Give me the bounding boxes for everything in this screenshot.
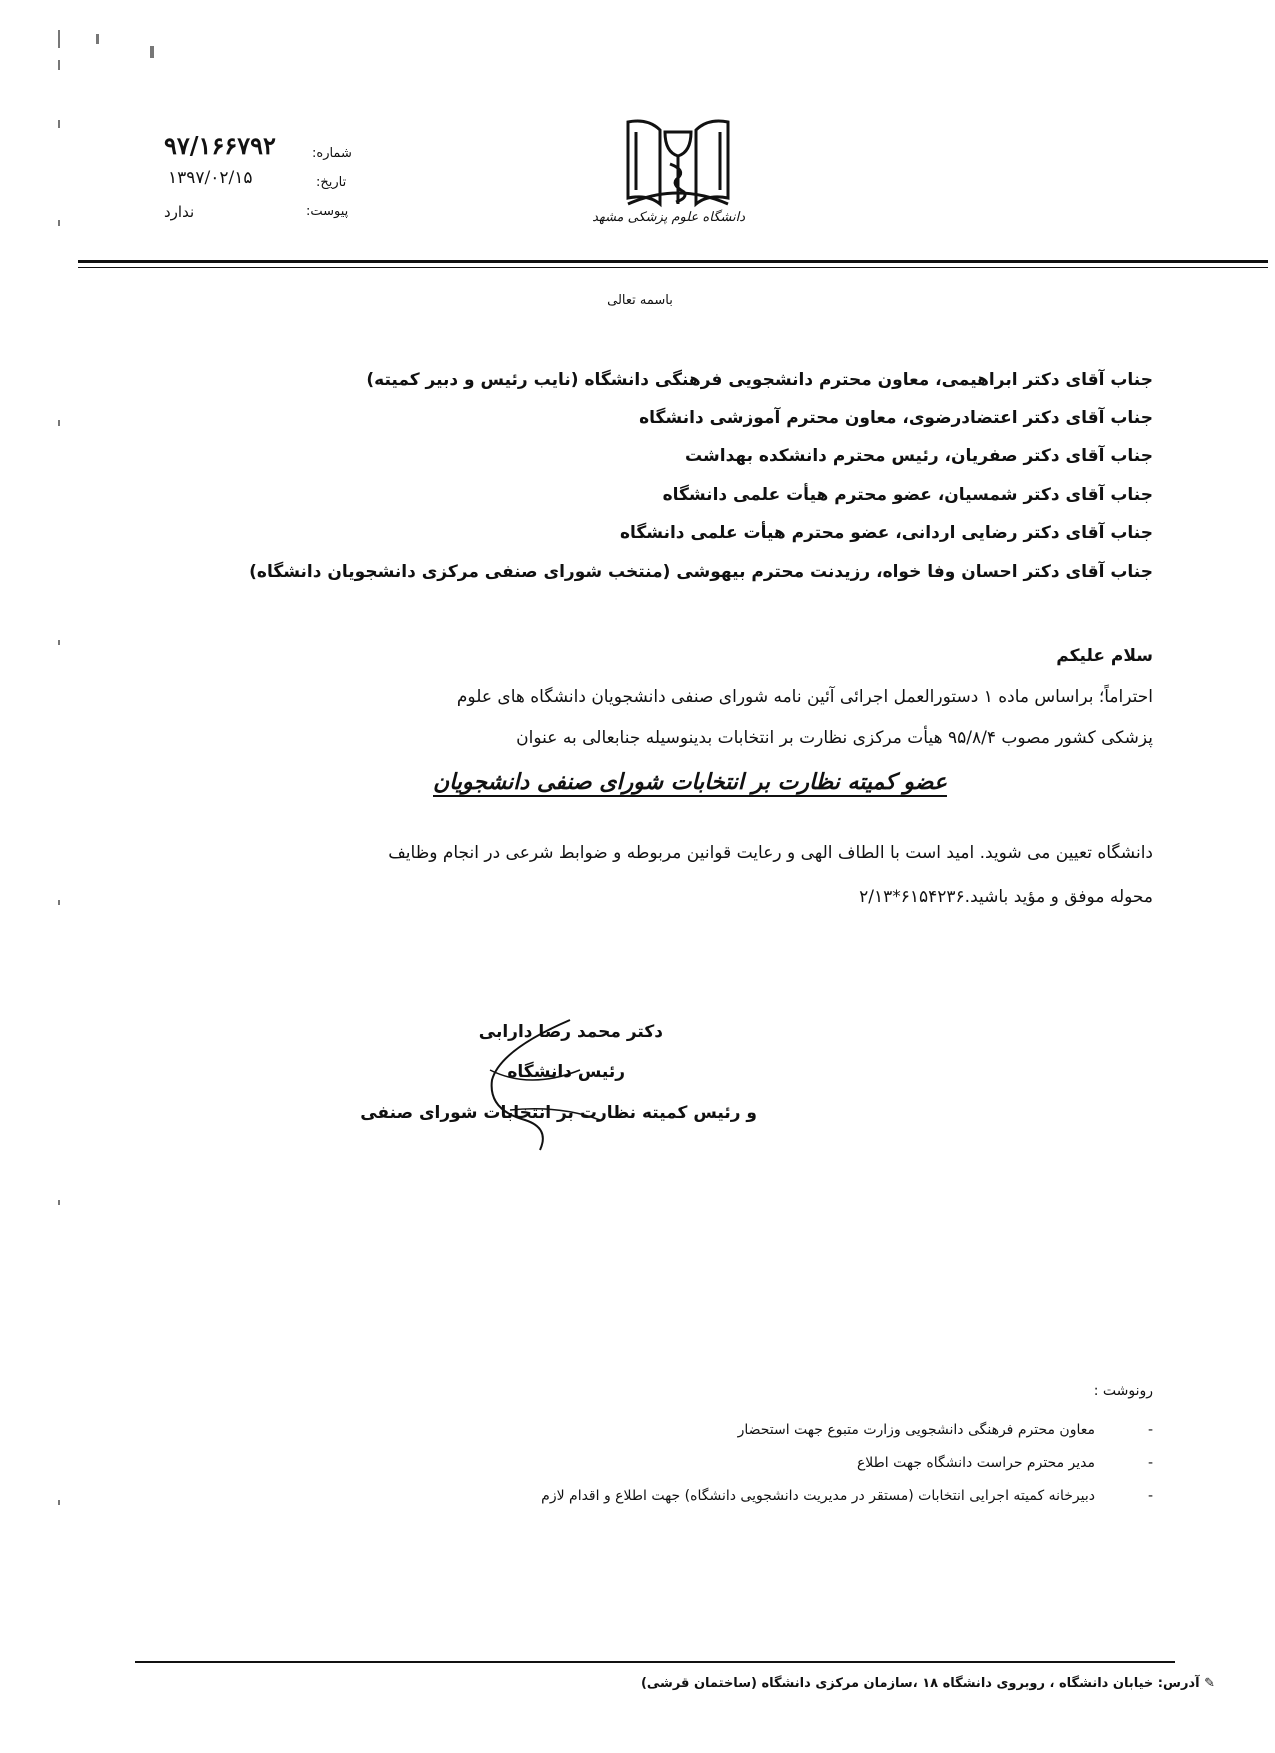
scan-speck	[58, 640, 60, 645]
cc-item: معاون محترم فرهنگی دانشجویی وزارت متبوع جهت استحضار	[737, 1422, 1095, 1438]
cc-dash: -	[1147, 1422, 1153, 1438]
addressee-line: جناب آقای دکتر رضایی اردانی، عضو محترم هیأت علمی دانشگاه	[619, 523, 1153, 543]
cc-dash: -	[1147, 1488, 1153, 1504]
scan-speck	[58, 60, 60, 70]
paragraph-line: پزشکی کشور مصوب ۹۵/۸/۴ هیأت مرکزی نظارت بر انتخابات بدینوسیله جنابعالی به عنوان	[516, 728, 1153, 748]
addressee-line: جناب آقای دکتر شمسیان، عضو محترم هیأت علمی دانشگاه	[662, 485, 1153, 505]
address-text: آدرس: خیابان دانشگاه ، روبروی دانشگاه ۱۸ ،سازمان مرکزی دانشگاه (ساختمان قرشی)	[640, 1676, 1200, 1691]
addressee-line: جناب آقای دکتر اعتضادرضوی، معاون محترم آموزشی دانشگاه	[639, 408, 1153, 428]
scan-speck	[58, 1200, 60, 1205]
university-logo-text: دانشگاه علوم پزشکی مشهد	[592, 210, 745, 225]
attachment-value: ندارد	[164, 203, 195, 221]
scan-speck	[58, 900, 60, 905]
paragraph-line: دانشگاه تعیین می شوید. امید است با الطاف الهی و رعایت قوانین مربوطه و ضوابط شرعی در انجام وظایف	[388, 843, 1153, 863]
scan-speck	[96, 34, 99, 44]
date-label: تاریخ:	[316, 175, 347, 190]
handwritten-signature-icon	[470, 1010, 620, 1160]
addressee-line: جناب آقای دکتر احسان وفا خواه، رزیدنت محترم بیهوشی (منتخب شورای صنفی مرکزی دانشجویان دانشگاه)	[249, 562, 1153, 582]
cc-item: دبیرخانه کمیته اجرایی انتخابات (مستقر در مدیریت دانشجویی دانشگاه) جهت اطلاع و اقدام لازم	[541, 1488, 1095, 1504]
number-value: ۹۷/۱۶۶۷۹۲	[164, 131, 276, 160]
basmala: باسمه تعالی	[607, 293, 673, 308]
greeting: سلام علیکم	[1056, 646, 1153, 666]
scan-speck	[150, 46, 154, 58]
scan-speck	[58, 30, 60, 48]
addressee-line: جناب آقای دکتر ابراهیمی، معاون محترم دانشجویی فرهنگی دانشگاه (نایب رئیس و دبیر کمیته)	[366, 370, 1153, 390]
scan-speck	[58, 420, 60, 426]
scan-speck	[58, 220, 60, 226]
appointment-title: عضو کمیته نظارت بر انتخابات شورای صنفی دانشجویان	[433, 770, 947, 795]
pen-icon: ✎	[1204, 1676, 1215, 1691]
signatory-name: دکتر محمد رضا دارابی	[478, 1022, 663, 1042]
attachment-label: پیوست:	[306, 204, 349, 219]
footer-rule	[135, 1661, 1175, 1663]
scan-speck	[58, 1500, 60, 1505]
signatory-role: رئیس دانشگاه	[507, 1062, 625, 1082]
header-rule-thick	[78, 260, 1268, 263]
signatory-role: و رئیس کمیته نظارت بر انتخابات شورای صنفی	[360, 1103, 757, 1123]
number-label: شماره:	[312, 146, 352, 161]
paragraph-line: محوله موفق و مؤید باشید.۶۱۵۴۲۳۶*۲/۱۳	[859, 887, 1153, 907]
cc-item: مدیر محترم حراست دانشگاه جهت اطلاع	[856, 1455, 1095, 1471]
header-rule-thin	[78, 267, 1268, 268]
paragraph-line: احتراماً؛ براساس ماده ۱ دستورالعمل اجرائی آئین نامه شورای صنفی دانشجویان دانشگاه های علوم	[456, 687, 1153, 707]
cc-label: رونوشت :	[1093, 1383, 1153, 1399]
cc-dash: -	[1147, 1455, 1153, 1471]
date-value: ۱۳۹۷/۰۲/۱۵	[168, 168, 253, 188]
addressee-line: جناب آقای دکتر صفریان، رئیس محترم دانشکده بهداشت	[685, 446, 1153, 466]
scan-speck	[58, 120, 60, 128]
footer-address	[641, 1676, 1215, 1691]
